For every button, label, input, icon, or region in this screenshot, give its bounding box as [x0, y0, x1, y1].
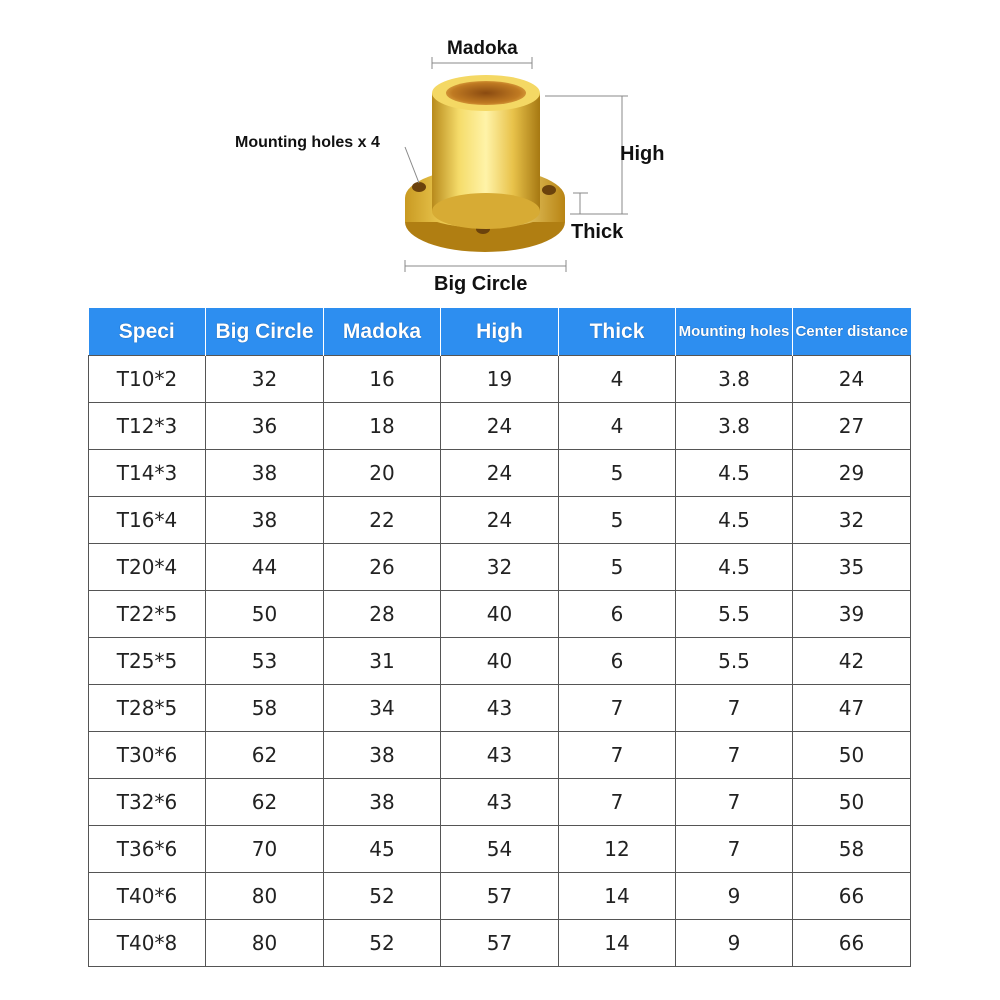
cell-madoka: 45: [324, 826, 441, 873]
product-diagram: [0, 0, 1000, 300]
table-row: [89, 826, 911, 873]
cell-high: 40: [441, 638, 559, 685]
table-row: [89, 497, 911, 544]
table-row: [89, 356, 911, 403]
cell-high: 40: [441, 591, 559, 638]
table-row: [89, 779, 911, 826]
cell-speci: T32*6: [89, 779, 206, 826]
cylinder-body: [432, 75, 540, 229]
cell-high: 54: [441, 826, 559, 873]
cell-center-distance: 50: [793, 732, 911, 779]
table-body: [89, 356, 911, 967]
table-row: [89, 685, 911, 732]
cell-center-distance: 24: [793, 356, 911, 403]
cell-speci: T14*3: [89, 450, 206, 497]
cell-center-distance: 47: [793, 685, 911, 732]
cell-mounting-holes: 7: [676, 826, 793, 873]
cell-center-distance: 66: [793, 873, 911, 920]
table-row: [89, 732, 911, 779]
cell-madoka: 22: [324, 497, 441, 544]
mounting-hole: [542, 185, 556, 195]
cell-speci: T36*6: [89, 826, 206, 873]
cell-madoka: 20: [324, 450, 441, 497]
cell-mounting-holes: 9: [676, 920, 793, 967]
table-row: [89, 591, 911, 638]
cell-big-circle: 58: [206, 685, 324, 732]
cell-speci: T16*4: [89, 497, 206, 544]
cell-high: 43: [441, 779, 559, 826]
cell-big-circle: 80: [206, 920, 324, 967]
cell-mounting-holes: 7: [676, 779, 793, 826]
cell-big-circle: 70: [206, 826, 324, 873]
bore: [446, 81, 526, 105]
cell-high: 43: [441, 685, 559, 732]
cell-mounting-holes: 3.8: [676, 403, 793, 450]
cell-mounting-holes: 5.5: [676, 591, 793, 638]
cell-mounting-holes: 4.5: [676, 544, 793, 591]
cell-thick: 12: [559, 826, 676, 873]
cell-center-distance: 32: [793, 497, 911, 544]
header-mounting-holes: Mounting holes: [676, 308, 793, 356]
spec-table: [88, 308, 911, 967]
label-high: High: [620, 143, 665, 165]
cell-thick: 14: [559, 873, 676, 920]
cell-big-circle: 53: [206, 638, 324, 685]
cell-thick: 6: [559, 591, 676, 638]
cell-big-circle: 62: [206, 732, 324, 779]
header-speci: Speci: [89, 308, 206, 356]
cell-high: 57: [441, 873, 559, 920]
cell-madoka: 26: [324, 544, 441, 591]
cell-thick: 5: [559, 497, 676, 544]
label-mounting-holes: Mounting holes x 4: [235, 134, 380, 151]
cell-big-circle: 38: [206, 450, 324, 497]
table-row: [89, 450, 911, 497]
cell-speci: T30*6: [89, 732, 206, 779]
cell-speci: T40*6: [89, 873, 206, 920]
cell-madoka: 52: [324, 920, 441, 967]
cell-mounting-holes: 4.5: [676, 497, 793, 544]
cell-madoka: 34: [324, 685, 441, 732]
cell-mounting-holes: 4.5: [676, 450, 793, 497]
cell-madoka: 38: [324, 732, 441, 779]
cell-thick: 7: [559, 779, 676, 826]
cell-high: 32: [441, 544, 559, 591]
cell-speci: T25*5: [89, 638, 206, 685]
cell-speci: T12*3: [89, 403, 206, 450]
cell-speci: T10*2: [89, 356, 206, 403]
cell-thick: 7: [559, 685, 676, 732]
header-thick: Thick: [559, 308, 676, 356]
mounting-hole: [412, 182, 426, 192]
cell-thick: 7: [559, 732, 676, 779]
cell-center-distance: 66: [793, 920, 911, 967]
label-madoka: Madoka: [447, 38, 518, 59]
cell-mounting-holes: 5.5: [676, 638, 793, 685]
cell-madoka: 16: [324, 356, 441, 403]
cell-high: 43: [441, 732, 559, 779]
label-thick: Thick: [571, 221, 624, 243]
cell-speci: T28*5: [89, 685, 206, 732]
cell-thick: 5: [559, 450, 676, 497]
cell-big-circle: 44: [206, 544, 324, 591]
table-row: [89, 638, 911, 685]
cell-big-circle: 36: [206, 403, 324, 450]
cell-madoka: 38: [324, 779, 441, 826]
cell-big-circle: 38: [206, 497, 324, 544]
cell-center-distance: 29: [793, 450, 911, 497]
cell-mounting-holes: 7: [676, 732, 793, 779]
cell-thick: 5: [559, 544, 676, 591]
cell-mounting-holes: 3.8: [676, 356, 793, 403]
cell-speci: T22*5: [89, 591, 206, 638]
cell-madoka: 31: [324, 638, 441, 685]
cell-high: 24: [441, 497, 559, 544]
label-big-circle: Big Circle: [434, 273, 528, 295]
cell-high: 57: [441, 920, 559, 967]
cell-thick: 6: [559, 638, 676, 685]
cell-big-circle: 80: [206, 873, 324, 920]
cell-madoka: 52: [324, 873, 441, 920]
cell-center-distance: 35: [793, 544, 911, 591]
cell-center-distance: 42: [793, 638, 911, 685]
cell-center-distance: 39: [793, 591, 911, 638]
cell-center-distance: 50: [793, 779, 911, 826]
table-row: [89, 920, 911, 967]
cell-center-distance: 27: [793, 403, 911, 450]
header-big-circle: Big Circle: [206, 308, 324, 356]
cell-thick: 4: [559, 403, 676, 450]
table-row: [89, 544, 911, 591]
cell-high: 24: [441, 403, 559, 450]
cell-mounting-holes: 9: [676, 873, 793, 920]
cell-big-circle: 32: [206, 356, 324, 403]
header-center-distance: Center distance: [793, 308, 911, 356]
cell-thick: 4: [559, 356, 676, 403]
cell-center-distance: 58: [793, 826, 911, 873]
cell-madoka: 18: [324, 403, 441, 450]
cell-big-circle: 62: [206, 779, 324, 826]
table-row: [89, 873, 911, 920]
cell-speci: T40*8: [89, 920, 206, 967]
table-header-row: [89, 308, 911, 356]
cell-speci: T20*4: [89, 544, 206, 591]
header-high: High: [441, 308, 559, 356]
cell-madoka: 28: [324, 591, 441, 638]
cell-mounting-holes: 7: [676, 685, 793, 732]
cell-thick: 14: [559, 920, 676, 967]
table-row: [89, 403, 911, 450]
cell-big-circle: 50: [206, 591, 324, 638]
header-madoka: Madoka: [324, 308, 441, 356]
cell-high: 24: [441, 450, 559, 497]
cell-high: 19: [441, 356, 559, 403]
